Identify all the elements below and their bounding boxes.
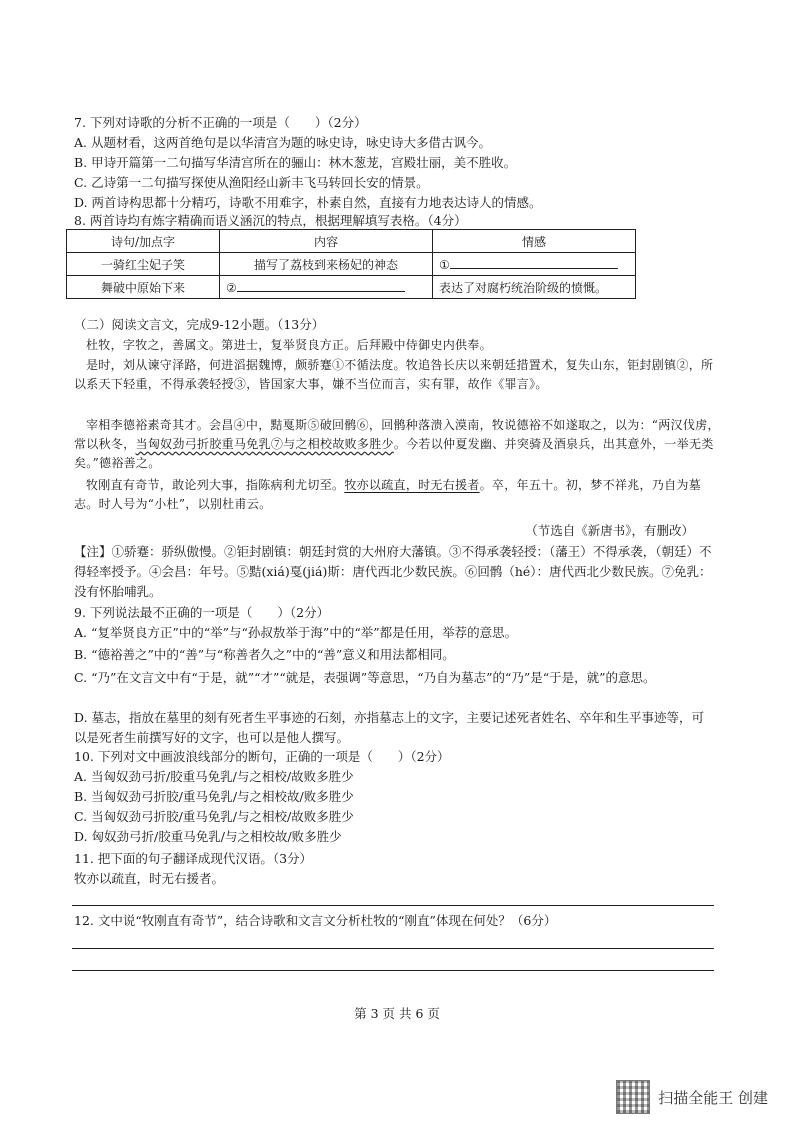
q9-option-c: C. “乃”在文言文中有“于是，就”“才”“就是，表强调”等意思，“乃自为墓志”的“乃”是“于是，就”的意思。 [74, 670, 656, 685]
q12-answer-line[interactable] [72, 948, 714, 949]
wavy-line-sentence: 当匈奴劲弓折胶重马免乳⑦与之相校故败多胜少 [135, 437, 394, 451]
section-title: （二）阅读文言文，完成9-12小题。（13分） [74, 317, 325, 332]
q10-option-c: C. 当匈奴劲弓折胶/重马免乳/与之相校/故败多胜少 [74, 809, 354, 824]
q10-option-d: D. 匈奴劲弓折/胶重马免乳/与之相校故/败多胜少 [74, 829, 342, 844]
q7-option-d: D. 两首诗构思都十分精巧，诗歌不用难字，朴素自然，直接有力地表达诗人的情感。 [74, 195, 542, 210]
q12-answer-line[interactable] [72, 970, 714, 971]
passage-p2: 是时，刘从谏守泽路，何进滔据魏博，颇骄蹇①不循法度。牧追咎长庆以来朝廷措置术，复失山东，钜封剧镇②，所以系天下轻重，不得承袭轻授③，皆国家大事，嫌不当位而言，实有罪，故作《罪言》。 [74, 358, 714, 391]
blank-label: ① [439, 258, 450, 272]
answer-blank[interactable] [237, 279, 405, 292]
passage-p4 [74, 476, 720, 514]
scanner-watermark [616, 1080, 768, 1114]
passage-p3-a: 宰相李德裕素奇其才。会昌④中，黠戛斯⑤破回鹘⑥，回鹘种落溃入漠南，牧说德裕不如遂取之，以为：“两汉伐虏，常以秋冬， [74, 418, 720, 451]
qr-code-icon [616, 1080, 650, 1114]
table-header: 内容 [220, 230, 433, 253]
q7-option-c: C. 乙诗第一二句描写探使从渔阳经山新丰飞马转回长安的情景。 [74, 175, 429, 190]
q9-option-a: A. “复举贤良方正”中的“举”与“孙叔敖举于海”中的“举”都是任用，举荐的意思。 [74, 625, 518, 640]
table-row [67, 276, 636, 299]
passage-p3 [74, 416, 720, 473]
passage-p1: 杜牧，字牧之，善属文。第进士，复举贤良方正。后拜殿中侍御史内供奉。 [86, 338, 492, 352]
passage-source: （节选自《新唐书》，有删改） [525, 523, 694, 538]
q12-stem: 12. 文中说“牧刚直有奇节”，结合诗歌和文言文分析杜牧的“刚直”体现在何处？（6分） [74, 913, 557, 928]
passage-p4-a: 牧刚直有奇节，敢论列大事，指陈病利尤切至。 [86, 478, 345, 492]
page-number: 第 3 页 共 6 页 [354, 1006, 440, 1021]
underlined-sentence: 牧亦以疏直，时无右援者 [344, 478, 480, 492]
table-header-row [67, 230, 636, 253]
q8-table [66, 229, 636, 299]
table-row [67, 253, 636, 276]
table-cell-answer[interactable] [433, 253, 636, 276]
table-header: 情感 [433, 230, 636, 253]
brand-label: 扫描全能王 创建 [658, 1088, 768, 1107]
table-cell-answer[interactable] [220, 276, 433, 299]
q9-option-b: B. “德裕善之”中的“善”与“称善者久之”中的“善”意义和用法都相同。 [74, 647, 455, 662]
q10-option-a: A. 当匈奴劲弓折/胶重马免乳/与之相校/故败多胜少 [74, 769, 354, 784]
q9-option-d: D. 墓志，指放在墓里的刻有死者生平事迹的石刻，亦指墓志上的文字，主要记述死者姓名、卒年和生平事迹等，可以是死者生前撰写好的文字，也可以是他人撰写。 [74, 710, 705, 745]
q11-answer-line[interactable] [72, 905, 714, 906]
q7-option-b: B. 甲诗开篇第一二句描写华清宫所在的骊山：林木葱茏，宫殿壮丽，美不胜收。 [74, 155, 517, 170]
q11-sentence: 牧亦以疏直，时无右援者。 [74, 871, 225, 886]
answer-blank[interactable] [450, 256, 618, 269]
q7-stem: 7. 下列对诗歌的分析不正确的一项是（ ）（2分） [74, 115, 367, 130]
passage-p3-b: 。今若以仲夏发幽、并突骑及酒泉兵，出其意外，一举无类矣。”德裕善之。 [74, 437, 714, 470]
q10-stem: 10. 下列对文中画波浪线部分的断句，正确的一项是（ ）（2分） [74, 749, 450, 764]
q11-stem: 11. 把下面的句子翻译成现代汉语。（3分） [74, 851, 313, 866]
q7-option-a: A. 从题材看，这两首绝句是以华清宫为题的咏史诗，咏史诗大多借古讽今。 [74, 135, 491, 150]
q8-stem: 8. 两首诗均有炼字精确而语义涵沉的特点，根据理解填写表格。（4分） [74, 213, 467, 228]
passage-notes: 【注】①骄蹇：骄纵傲慢。②钜封剧镇：朝廷封赏的大州府大藩镇。③不得承袭轻授：（藩王）不得承袭，（朝廷）不得轻率授予。④会昌：年号。⑤黠(xiá)戛(jiá)斯：唐代西北少数民族。⑥回鹘（hé）：唐代西北少数民族。⑦免乳：没有怀胎哺乳。 [74, 544, 712, 599]
q10-option-b: B. 当匈奴劲弓折胶/重马免乳/与之相校故/败多胜少 [74, 789, 354, 804]
table-header: 诗句/加点字 [67, 230, 220, 253]
table-cell: 一骑红尘妃子笑 [67, 253, 220, 276]
table-cell: 描写了荔枝到来杨妃的神态 [220, 253, 433, 276]
blank-label: ② [226, 281, 237, 295]
q9-stem: 9. 下列说法最不正确的一项是（ ）（2分） [74, 605, 330, 620]
table-cell: 舞破中原始下来 [67, 276, 220, 299]
table-cell: 表达了对腐朽统治阶级的愤慨。 [433, 276, 636, 299]
passage-p4-b: 。卒，年五十。初，梦不祥兆，乃自为墓志。时人号为“小杜”，以别杜甫云。 [74, 478, 702, 511]
